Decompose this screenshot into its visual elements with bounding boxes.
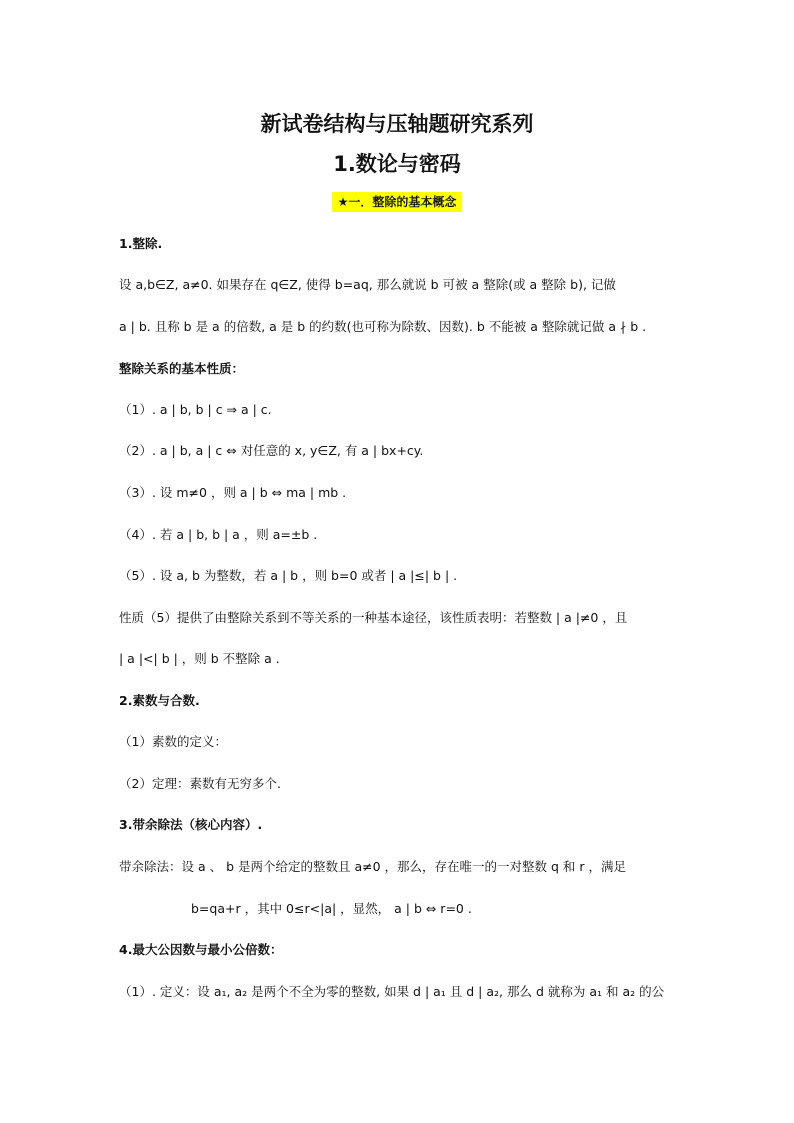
prime-theorem: （2）定理：素数有无穷多个. (119, 776, 281, 791)
division-algorithm-text: 带余除法：设 a 、 b 是两个给定的整数且 a≠0 ，那么，存在唯一的一对整数 q 和 r ，满足 (119, 859, 626, 874)
property-1: （1）. a | b, b | c ⇒ a | c. (119, 402, 272, 417)
heading-gcd-lcm: 4.最大公因数与最小公倍数： (119, 942, 283, 957)
property-note-line-1: 性质（5）提供了由整除关系到不等关系的一种基本途径，该性质表明：若整数 | a |≠0 ，且 (119, 610, 628, 625)
definition-line-1: 设 a,b∈Z, a≠0. 如果存在 q∈Z, 使得 b=aq, 那么就说 b 可被 a 整除(或 a 整除 b), 记做 (119, 277, 616, 292)
property-2: （2）. a | b, a | c ⇔ 对任意的 x, y∈Z, 有 a | bx+cy. (119, 443, 424, 458)
property-4: （4）. 若 a | b, b | a ，则 a=±b . (119, 527, 318, 542)
division-algorithm-formula: b=qa+r ，其中 0≤r<|a| ，显然， a | b ⇔ r=0 . (191, 901, 472, 916)
property-3: （3）. 设 m≠0 ，则 a | b ⇔ ma | mb . (119, 485, 347, 500)
document-title: 新试卷结构与压轴题研究系列 (260, 112, 534, 136)
section-banner (0, 191, 794, 210)
document-subtitle: 1.数论与密码 (333, 152, 461, 176)
heading-divisibility: 1.整除. (119, 236, 163, 251)
property-note-line-2: | a |<| b | ，则 b 不整除 a . (119, 651, 280, 666)
gcd-definition: （1）. 定义：设 a₁, a₂ 是两个不全为零的整数, 如果 d | a₁ 且 d | a₂, 那么 d 就称为 a₁ 和 a₂ 的公 (119, 984, 665, 999)
heading-division-algorithm: 3.带余除法（核心内容）. (119, 817, 263, 832)
property-5: （5）. 设 a, b 为整数，若 a | b ，则 b=0 或者 | a |≤| b | . (119, 568, 458, 583)
prime-definition: （1）素数的定义： (119, 734, 227, 749)
section-banner-label: ★一．整除的基本概念 (332, 192, 463, 212)
definition-line-2: a | b. 且称 b 是 a 的倍数, a 是 b 的约数(也可称为除数、因数). b 不能被 a 整除就记做 a ∤ b . (119, 319, 647, 334)
heading-properties: 整除关系的基本性质： (119, 361, 245, 376)
heading-primes: 2.素数与合数. (119, 693, 200, 708)
